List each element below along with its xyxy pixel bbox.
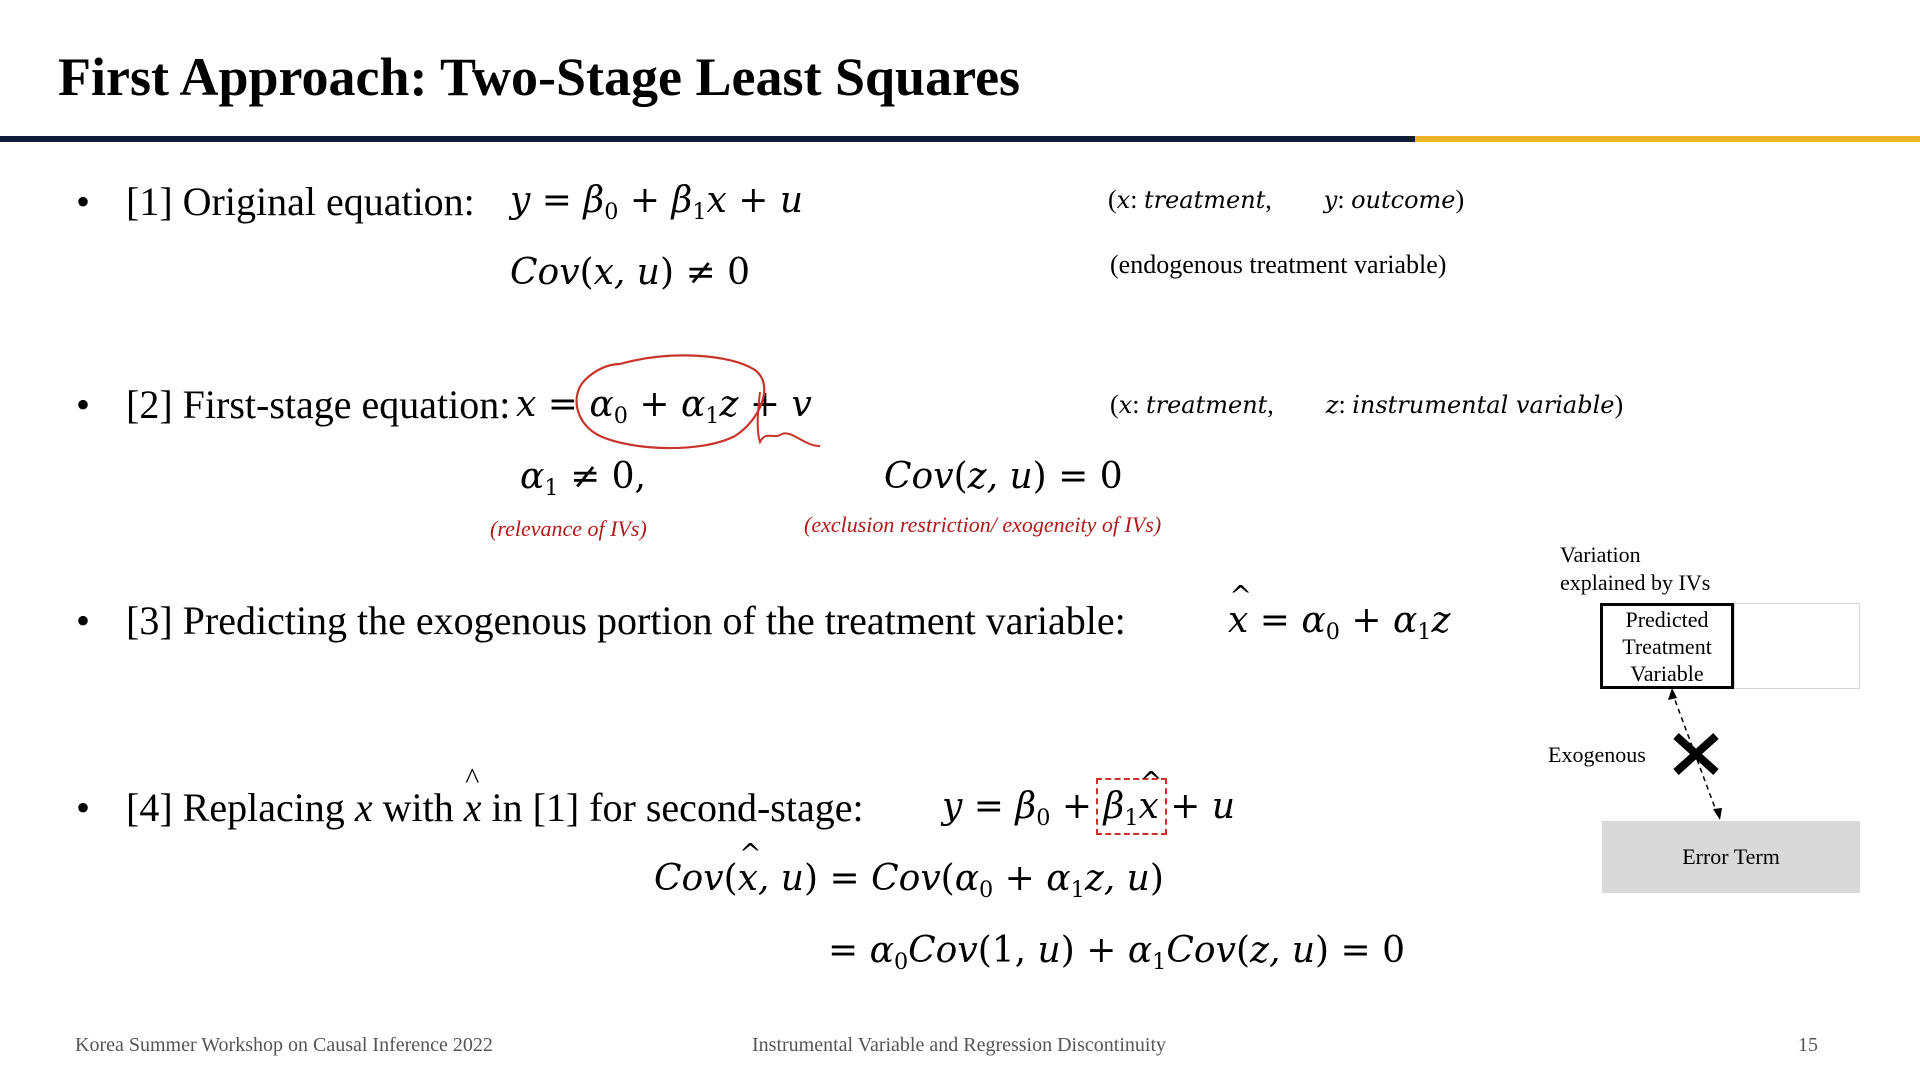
predicted-treatment-box: Predicted Treatment Variable (1600, 603, 1734, 689)
var-x-meaning: treatment (1145, 391, 1268, 419)
bullet-1 (76, 178, 475, 225)
bullet-3-label: [3] Predicting the exogenous portion of the treatment variable: (126, 598, 1126, 643)
bullet-1-note-line2: (endogenous treatment variable) (1110, 250, 1447, 279)
equation-original: $y = \beta_0 + \beta_1x + u$ (510, 180, 804, 226)
bullet-4: • [4] Replacing x with x ^ in [1] for second-stage: (76, 784, 864, 831)
footer-left: Korea Summer Workshop on Causal Inference 2022 (75, 1034, 493, 1056)
exogenous-label: Exogenous (1548, 742, 1646, 767)
bullet-3 (76, 597, 1126, 644)
diagram-arrows (1640, 688, 1750, 822)
diagram-ghost-box (1734, 603, 1860, 689)
equation-cov-xhat: Cov(x ^, $u) = Cov(\alpha_0 + \alpha_1z$, u) (654, 858, 1164, 903)
equation-relevance: $\alpha_1 \ne 0$, (520, 456, 646, 502)
bullet-4-label-part2: with (382, 785, 454, 830)
var-y-meaning: outcome (1351, 186, 1456, 214)
footer-center: Instrumental Variable and Regression Discontinuity (752, 1034, 1166, 1056)
relevance-note: (relevance of IVs) (490, 516, 647, 541)
bullet-dot: • (76, 785, 91, 830)
highlighted-term: $\beta_1x$ ^ (1104, 786, 1159, 827)
bullet-2-label: [2] First-stage equation: (126, 382, 511, 427)
bullet-dot: • (76, 382, 91, 427)
title-divider-navy (0, 136, 1415, 142)
handwritten-circle-annotation (560, 350, 840, 460)
equation-exclusion: Cov(z, u) = 0 (884, 456, 1123, 497)
bullet-2-note-line1: (x: treatment, z: instrumental variable) (1110, 390, 1624, 419)
equation-second-stage: $y = \beta_0 + \beta_1x$ ^ + u (942, 786, 1235, 831)
equation-cov-xu: Cov(x, u) ≠ 0 (510, 252, 750, 293)
exclusion-note: (exclusion restriction/ exogeneity of IVs) (804, 512, 1162, 537)
bullet-dot: • (76, 179, 91, 224)
error-term-box: Error Term (1602, 821, 1860, 893)
page-number: 15 (1798, 1034, 1818, 1056)
bullet-2 (76, 381, 510, 428)
bullet-dot: • (76, 598, 91, 643)
bullet-1-label: [1] Original equation: (126, 179, 475, 224)
diagram-label: Variation explained by IVs (1560, 542, 1711, 595)
var-z-meaning: instrumental variable (1352, 391, 1615, 419)
x-mark-icon (1676, 736, 1716, 772)
var-y: y (1323, 186, 1338, 214)
equation-cov-expansion: = $\alpha_0Cov(1$, $u) + \alpha_1Cov(z$, u) = 0 (828, 930, 1406, 976)
bullet-4-label-part1: [4] Replacing (126, 785, 345, 830)
page-title: First Approach: Two-Stage Least Squares (58, 47, 1021, 107)
var-z: z (1325, 391, 1339, 419)
bullet-1-note-line1: (x: treatment, y: outcome) (1108, 185, 1465, 214)
title-divider-gold (1415, 136, 1920, 142)
var-x-meaning: treatment (1143, 186, 1266, 214)
equation-predicted: x ^ = $\alpha_0 + \alpha_1z$ (1228, 600, 1450, 645)
equation-first-stage: $x = \alpha_0 + \alpha_1z + v$ (516, 384, 812, 430)
var-x: x (1118, 391, 1133, 419)
var-x: x (1116, 186, 1131, 214)
bullet-4-label-part3: in [1] for second-stage: (491, 785, 864, 830)
